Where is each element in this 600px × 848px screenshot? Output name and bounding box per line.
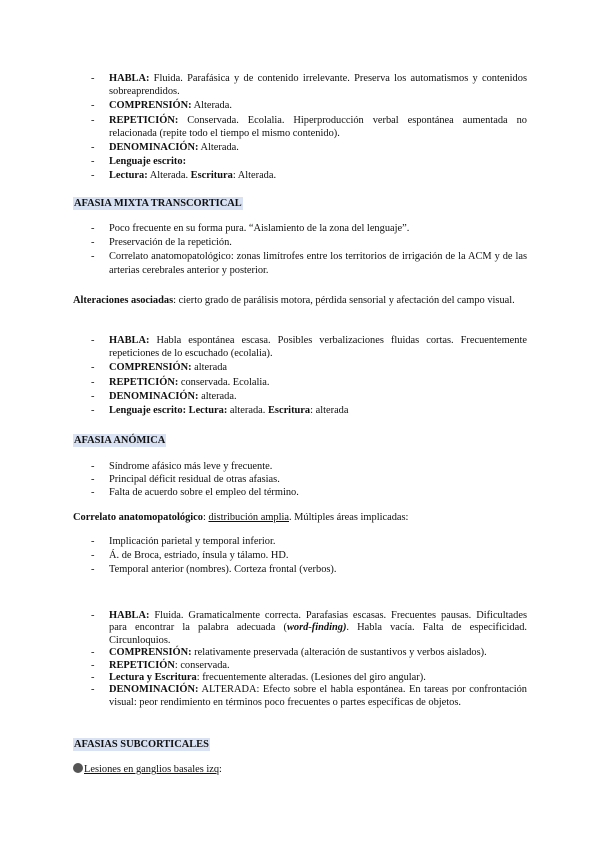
- list-item: - Lectura: Alterada. Escritura: Alterada.: [91, 170, 277, 182]
- dash-bullet-icon: -: [91, 170, 95, 182]
- dash-bullet-icon: -: [91, 362, 95, 374]
- dash-bullet-icon: -: [91, 487, 95, 499]
- mixta-features: [0, 334, 600, 418]
- list-item: - Preservación de la repetición.: [91, 237, 232, 249]
- list-item: - HABLA: Fluida. Parafásica y de contenido irrelevante. Preserva los automatismos y contenidos sobreaprendidos.: [91, 73, 527, 98]
- circle-bullet-icon: [73, 763, 83, 773]
- list-item: - Correlato anatomopatológico: zonas limítrofes entre los territorios de irrigación de la ACM y de las arterias cerebrales anterior y posterior.: [91, 251, 527, 276]
- list-item: - DENOMINACIÓN: ALTERADA: Efecto sobre el habla espontánea. En tareas por confrontación visual: peor rendimiento en términos poco frecuentes o partes específicas de objetos.: [91, 684, 527, 708]
- list-item: - Síndrome afásico más leve y frecuente.: [91, 461, 273, 472]
- dash-bullet-icon: -: [91, 405, 95, 417]
- list-item: - Lectura y Escritura: frecuentemente alteradas. (Lesiones del giro angular).: [91, 672, 426, 684]
- section-heading-mixta: AFASIA MIXTA TRANSCORTICAL: [74, 198, 242, 209]
- anomica-areas: [0, 535, 600, 578]
- list-item: - Lenguaje escrito: Lectura: alterada. Escritura: alterada: [91, 405, 349, 417]
- list-item: - HABLA: Habla espontánea escasa. Posibles verbalizaciones fluidas cortas. Frecuentemente repeticiones de lo escuchado (ecolalia).: [91, 335, 527, 360]
- list-item: - Implicación parietal y temporal inferior.: [91, 536, 276, 547]
- correlato-anatomopatologico: Correlato anatomopatológico: distribución amplia. Múltiples áreas implicadas:: [73, 512, 409, 523]
- dash-bullet-icon: -: [91, 684, 95, 696]
- list-item: - COMPRENSIÓN: relativamente preservada (alteración de sustantivos y verbos aislados).: [91, 647, 487, 659]
- dash-bullet-icon: -: [91, 114, 95, 126]
- list-item: - REPETICIÓN: Conservada. Ecolalia. Hiperproducción verbal espontánea aumentada no relacionada (repite todo el tiempo el mismo contenido).: [91, 114, 527, 139]
- list-item: - REPETICIÓN: conservada.: [91, 659, 230, 671]
- dash-bullet-icon: -: [91, 156, 95, 168]
- section-heading-subcorticales: AFASIAS SUBCORTICALES: [74, 739, 209, 750]
- list-item: - COMPRENSIÓN: Alterada.: [91, 100, 232, 112]
- list-item: - Poco frecuente en su forma pura. “Aislamiento de la zona del lenguaje”.: [91, 223, 410, 234]
- dash-bullet-icon: -: [91, 647, 95, 659]
- section-heading-anomica: AFASIA ANÓMICA: [74, 435, 166, 446]
- dash-bullet-icon: -: [91, 390, 95, 402]
- dash-bullet-icon: -: [91, 335, 95, 346]
- dash-bullet-icon: -: [91, 564, 95, 576]
- anomica-bullets: [0, 460, 600, 500]
- dash-bullet-icon: -: [91, 461, 95, 472]
- dash-bullet-icon: -: [91, 223, 95, 234]
- list-item: - DENOMINACIÓN: alterada.: [91, 390, 237, 402]
- list-item: - Á. de Broca, estriado, ínsula y tálamo. HD.: [91, 550, 289, 562]
- list-item: - DENOMINACIÓN: Alterada.: [91, 142, 239, 154]
- list-item: - COMPRENSIÓN: alterada: [91, 362, 228, 374]
- dash-bullet-icon: -: [91, 376, 95, 388]
- list-item: - HABLA: Fluida. Gramaticalmente correcta. Parafasias escasas. Frecuentes pausas. Dificultades para encontrar la palabra adecuada (word-finding). Habla vacía. Falta de especificidad. Circunloquios.: [91, 610, 527, 646]
- anomica-features: [0, 610, 600, 709]
- dash-bullet-icon: -: [91, 550, 95, 562]
- list-item: - REPETICIÓN: conservada. Ecolalia.: [91, 376, 270, 388]
- dash-bullet-icon: -: [91, 73, 95, 84]
- list-item: - Lenguaje escrito:: [91, 156, 187, 168]
- dash-bullet-icon: -: [91, 474, 95, 486]
- dash-bullet-icon: -: [91, 659, 95, 671]
- alteraciones-asociadas: Alteraciones asociadas: cierto grado de parálisis motora, pérdida sensorial y afectación del campo visual.: [73, 295, 515, 306]
- list-item: - Principal déficit residual de otras afasias.: [91, 474, 280, 486]
- list-item: - Temporal anterior (nombres). Corteza frontal (verbos).: [91, 564, 337, 576]
- mixta-bullets: [0, 222, 600, 278]
- dash-bullet-icon: -: [91, 672, 95, 684]
- subcorticales-subheading: Lesiones en ganglios basales izq:: [73, 763, 527, 776]
- list-item: - Falta de acuerdo sobre el empleo del término.: [91, 487, 299, 499]
- dash-bullet-icon: -: [91, 237, 95, 249]
- dash-bullet-icon: -: [91, 100, 95, 112]
- dash-bullet-icon: -: [91, 610, 95, 621]
- dash-bullet-icon: -: [91, 536, 95, 547]
- dash-bullet-icon: -: [91, 142, 95, 154]
- wernicke-transcortical-features: [0, 72, 600, 184]
- dash-bullet-icon: -: [91, 251, 95, 263]
